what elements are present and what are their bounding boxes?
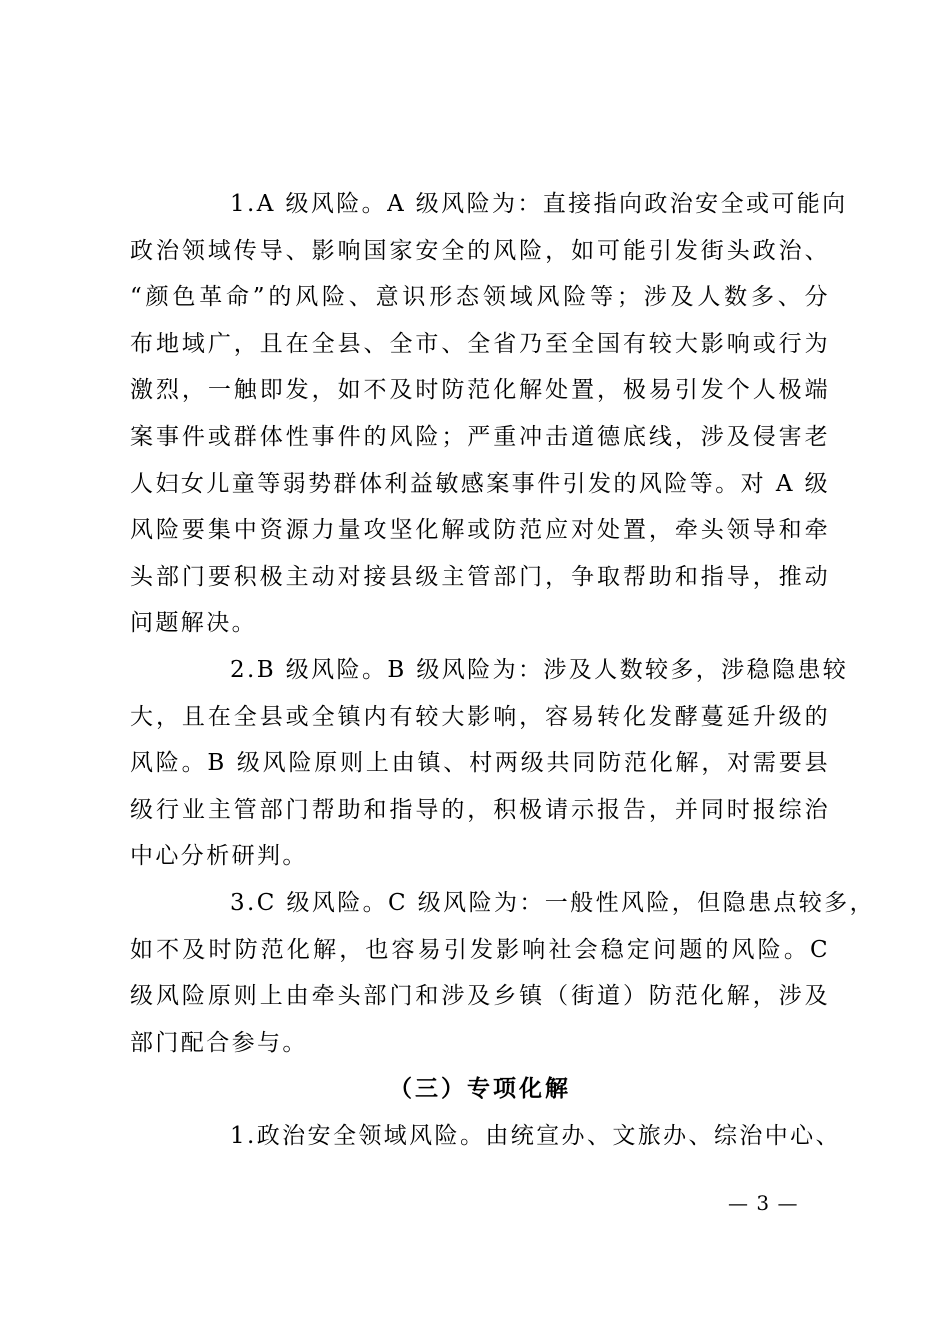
paragraph-political-security-line-1: 1.政治安全领域风险。由统宣办、文旅办、综治中心、 [230,1122,841,1149]
page-number: — 3 — [728,1191,799,1215]
paragraph-a-level-line-8: 风险要集中资源力量攻坚化解或防范应对处置，牵头领导和牵 [130,517,830,544]
paragraph-b-level-line-2: 大，且在全县或全镇内有较大影响，容易转化发酵蔓延升级的 [130,703,830,730]
paragraph-a-level-line-9: 头部门要积极主动对接县级主管部门，争取帮助和指导，推动 [130,563,830,590]
paragraph-a-level-line-7: 人妇女儿童等弱势群体利益敏感案事件引发的风险等。对 A 级 [130,470,830,497]
paragraph-b-level-line-1: 2.B 级风险。B 级风险为：涉及人数较多，涉稳隐患较 [230,656,849,683]
paragraph-c-level-line-3: 级风险原则上由牵头部门和涉及乡镇（街道）防范化解，涉及 [130,983,830,1010]
paragraph-a-level-line-1: 1.A 级风险。A 级风险为：直接指向政治安全或可能向 [230,191,848,217]
paragraph-a-level-line-10: 问题解决。 [130,610,257,637]
paragraph-c-level-line-1: 3.C 级风险。C 级风险为：一般性风险，但隐患点较多， [230,889,875,916]
section-heading: （三）专项化解 [389,1075,571,1103]
paragraph-c-level-line-2: 如不及时防范化解，也容易引发影响社会稳定问题的风险。C [130,936,830,963]
paragraph-c-level-line-4: 部门配合参与。 [130,1029,308,1056]
paragraph-b-level-line-5: 中心分析研判。 [130,843,308,870]
paragraph-a-level-line-2: 政治领域传导、影响国家安全的风险，如可能引发街头政治、 [130,237,830,264]
paragraph-a-level-line-4: 布地域广，且在全县、全市、全省乃至全国有较大影响或行为 [130,330,830,357]
document-body [130,181,875,1159]
paragraph-b-level-line-3: 风险。B 级风险原则上由镇、村两级共同防范化解，对需要县 [130,750,830,777]
paragraph-a-level-line-3: “颜色革命”的风险、意识形态领域风险等；涉及人数多、分 [130,284,830,311]
paragraph-a-level-line-6: 案事件或群体性事件的风险；严重冲击道德底线，涉及侵害老 [130,423,830,450]
paragraph-a-level-line-5: 激烈，一触即发，如不及时防范化解处置，极易引发个人极端 [130,377,830,404]
paragraph-b-level-line-4: 级行业主管部门帮助和指导的，积极请示报告，并同时报综治 [130,796,830,823]
